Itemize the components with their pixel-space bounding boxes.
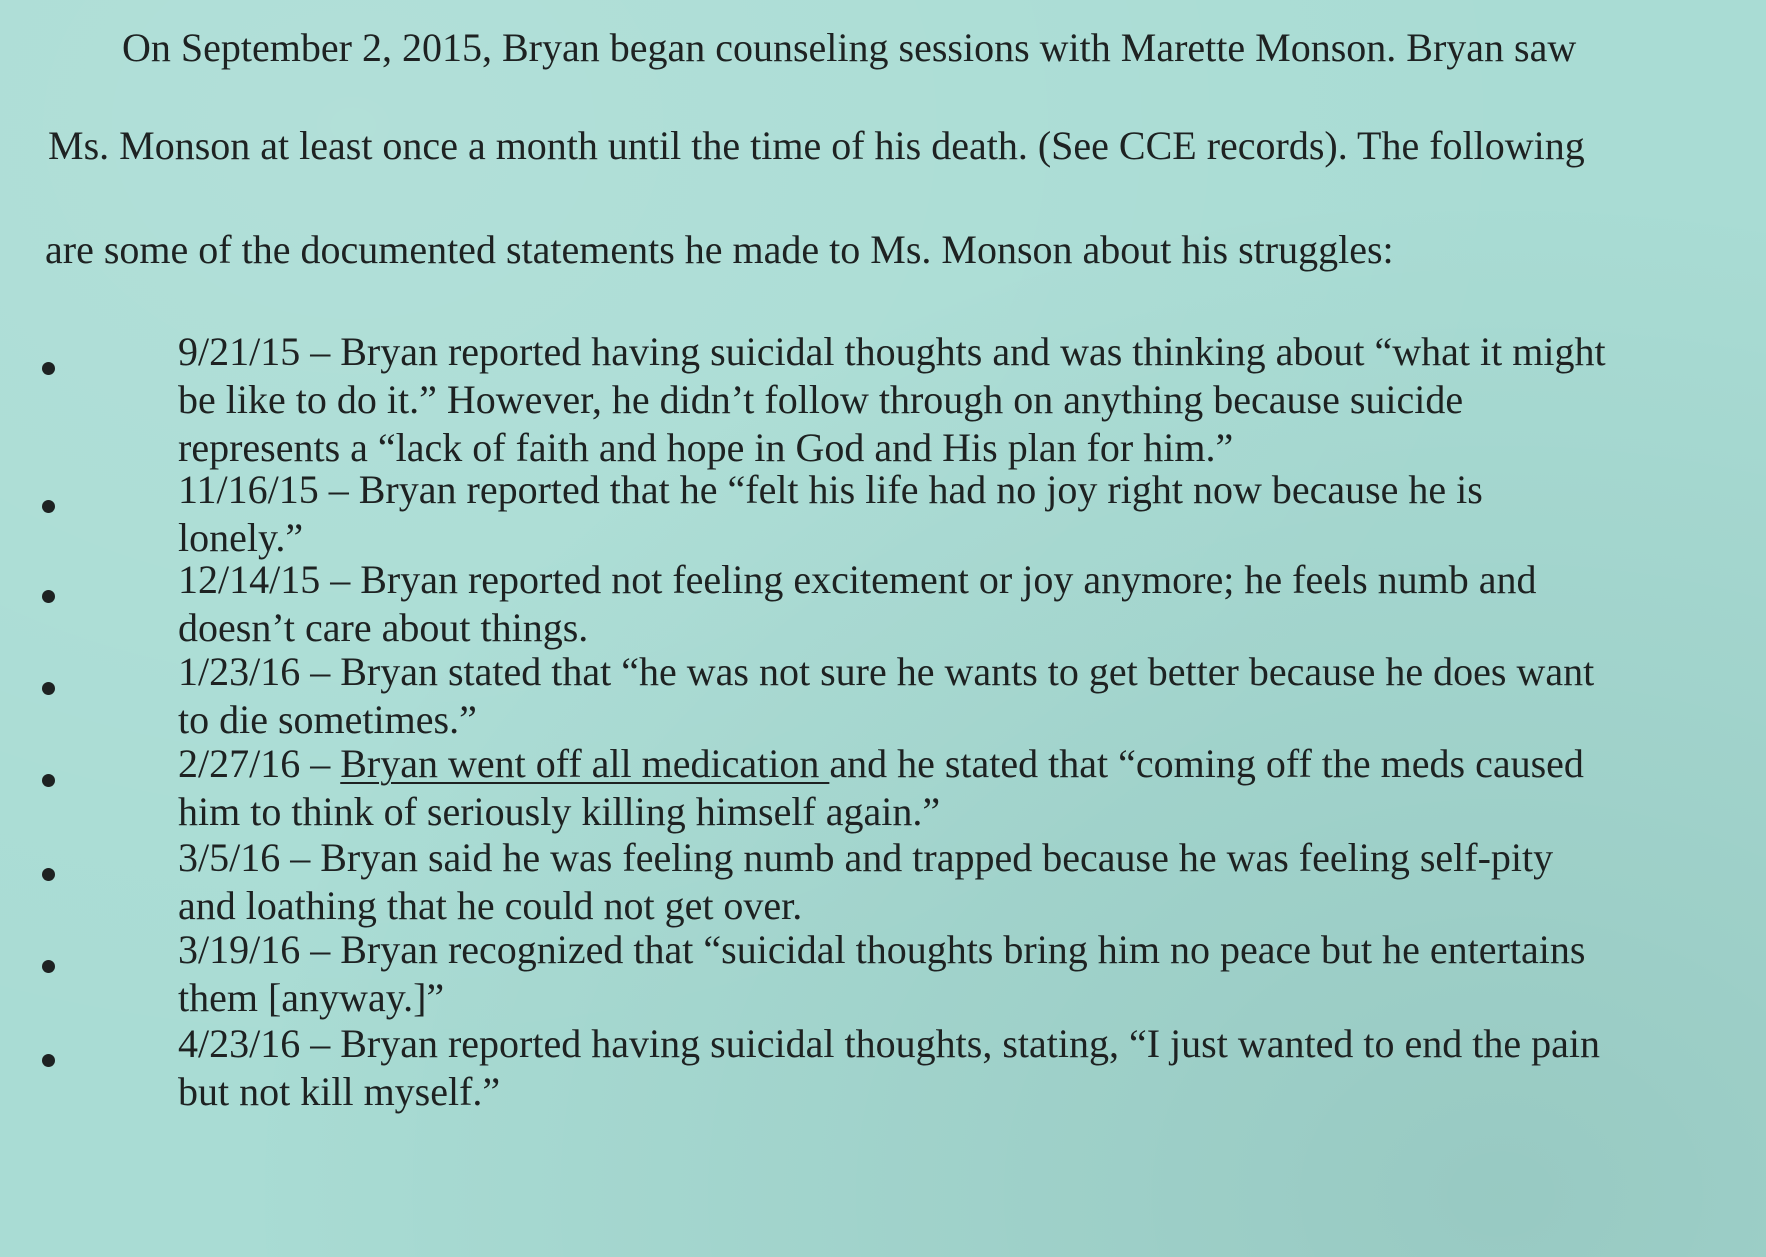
statement-text — [178, 740, 1584, 836]
statement-text: 3/19/16 – Bryan recognized that “suicidal thoughts bring him no peace but he entertains them [anyway.]” — [178, 927, 1586, 1020]
statement-remainder: and he stated that “coming off the meds caused him to think of seriously killing himself again.” — [178, 741, 1584, 834]
bullet-icon — [42, 362, 55, 375]
statement-text: 9/21/15 – Bryan reported having suicidal thoughts and was thinking about “what it might be like to do it.” However, he didn’t follow through on anything because suicide represents a “lack of faith and hope in God and His plan for him.” — [178, 329, 1606, 470]
underlined-phrase: Bryan went off all medication — [340, 741, 830, 786]
bullet-icon — [42, 1054, 55, 1067]
bullet-icon — [42, 682, 55, 695]
statement-text: 1/23/16 – Bryan stated that “he was not sure he wants to get better because he does want to die sometimes.” — [178, 649, 1595, 742]
intro-paragraph-line-3: are some of the documented statements he made to Ms. Monson about his struggles: — [45, 227, 1394, 272]
bullet-icon — [42, 960, 55, 973]
intro-paragraph-line-2: Ms. Monson at least once a month until the time of his death. (See CCE records). The following — [48, 123, 1585, 168]
bullet-icon — [42, 590, 55, 603]
statement-text: 3/5/16 – Bryan said he was feeling numb and trapped because he was feeling self-pity and loathing that he could not get over. — [178, 835, 1554, 928]
intro-paragraph-line-1: On September 2, 2015, Bryan began counseling sessions with Marette Monson. Bryan saw — [122, 25, 1577, 70]
bullet-icon — [42, 500, 55, 513]
bullet-icon — [42, 774, 55, 787]
statement-text: 4/23/16 – Bryan reported having suicidal thoughts, stating, “I just wanted to end the pain but not kill myself.” — [178, 1021, 1600, 1114]
statement-text: 11/16/15 – Bryan reported that he “felt his life had no joy right now because he is lonely.” — [178, 467, 1483, 560]
statement-date-prefix: 2/27/16 – — [178, 741, 341, 786]
bullet-icon — [42, 868, 55, 881]
statement-text: 12/14/15 – Bryan reported not feeling excitement or joy anymore; he feels numb and doesn’t care about things. — [178, 557, 1537, 650]
